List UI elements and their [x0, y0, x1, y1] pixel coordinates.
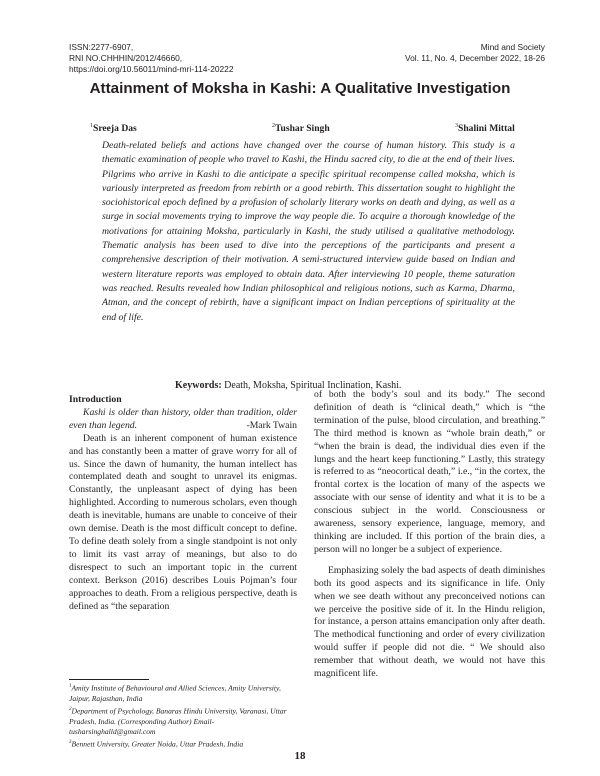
- footnote-1: [69, 682, 301, 704]
- footnote-1-text: Amity Institute of Behavioural and Allied Sciences, Amity University, Jaipur, Rajasthan, India: [69, 683, 281, 703]
- abstract: Death-related beliefs and actions have changed over the course of human history. This study is a thematic examination of people who travel to Kashi, the Hindu sacred city, to die at the end of their lives. Pilgrims who arrive in Kashi to die anticipate a specific spiritual recompense called moksha, which is variously interpreted as freedom from rebirth or a good rebirth. This dissertation sought to highlight the sociohistorical epoch defined by a profusion of scholarly literary works on death and dying, as well as a surge in social movements trying to improve the way people die. To acquire a thorough knowledge of the motivations for attaining Moksha, particularly in Kashi, the study utilised a qualitative methodology. Thematic analysis has been used to dive into the perceptions of the participants and present a comprehensive description of their motivation. A semi-structured interview guide based on Indian and western literature reports was employed to obtain data. After interviewing 10 people, theme saturation was reached. Results revealed how Indian philosophical and religious notions, such as Karma, Dharma, Atman, and the concept of rebirth, have a significant impact on Indian perceptions of spirituality at the end of life.: [102, 140, 515, 323]
- author-1-sup: 1: [90, 123, 93, 129]
- footnote-2: [69, 705, 301, 737]
- journal-identifiers: [69, 42, 234, 74]
- page-number: 18: [294, 750, 306, 762]
- footnote-3-text: Bennett University, Greater Noida, Uttar Pradesh, India: [71, 739, 244, 749]
- footnote-3-sup: 3: [69, 740, 72, 746]
- rni-number: RNI NO.CHHHIN/2012/46660,: [69, 52, 183, 63]
- author-2-name: Tushar Singh: [275, 123, 330, 135]
- author-1: [90, 123, 137, 134]
- author-1-name: Sreeja Das: [93, 123, 137, 135]
- author-3-name: Shalini Mittal: [458, 123, 515, 135]
- keywords-text: Death, Moksha, Spiritual Inclination, Kashi.: [224, 380, 402, 391]
- intro-paragraph-3: Emphasizing solely the bad aspects of death diminishes both its good aspects and its significance in life. Only when we see death without any preconceived notions can we perceive the positive side of it. In the Hindu religion, for instance, a person attains emancipation only after death. The methodical functioning and order of every civilization would suffer if people did not die. “ We should also remember that without death, we would not have this magnificent life.: [314, 564, 545, 680]
- section-heading-introduction: Introduction: [69, 394, 122, 405]
- author-2-sup: 2: [272, 123, 275, 129]
- footnote-3: [69, 738, 301, 750]
- intro-paragraph-2: of both the body’s soul and its body.” The second definition of death is “clinical death,” which is “the termination of the pulse, blood circulation, and breathing.” The third method is known as “whole brain death,” or “when the brain is dead, the individual dies even if the lungs and the heart keep functioning.” Lastly, this strategy is referred to as “neocortical death,” i.e., “in the cortex, the frontal cortex is the location of many of the aspects we associate with our sense of identity and what it is to be a conscious subject in the world. Consciousness or awareness, sensory experience, language, memory, and thinking are included. If this portion of the brain dies, a person will no longer be a subject of experience.: [314, 389, 545, 555]
- keywords-label: Keywords:: [175, 380, 222, 391]
- doi-link[interactable]: https://doi.org/10.56011/mind-mri-114-20222: [69, 63, 234, 74]
- footnote-2-sup: 2: [69, 706, 72, 712]
- left-column: [69, 394, 297, 613]
- footnotes: [69, 682, 301, 751]
- author-3: [455, 123, 515, 134]
- intro-paragraph-1: Death is an inherent component of human existence and has constantly been a matter of grave worry for all of us. Since the dawn of humanity, the human intellect has contemplated death and sought to unravel its enigmas. Constantly, the unpleasant aspect of dying has been highlighted. According to numerous scholars, even though death is inevitable, humans are unable to conceive of their own demise. Death is the most difficult concept to define. To define death solely from a single standpoint is not only to limit its vast array of meanings, but also to do disrespect to such an important topic in the current context. Berkson (2016) describes Louis Pojman’s four approaches to death. From a religious perspective, death is defined as “the separation: [69, 432, 297, 612]
- footnote-1-sup: 1: [69, 684, 72, 689]
- paper-title: Attainment of Moksha in Kashi: A Qualitative Investigation: [89, 80, 511, 97]
- issn: ISSN:2277-6907,: [69, 42, 134, 52]
- journal-name: Mind and Society: [480, 42, 545, 52]
- author-3-sup: 3: [455, 123, 458, 129]
- volume-issue: Vol. 11, No. 4, December 2022, 18-26: [405, 52, 545, 63]
- footnote-2-text: Department of Psychology, Banaras Hindu University, Varanasi, Uttar Pradesh, India. (Corresponding Author) Email- tusharsinghalld@gmail.com: [69, 706, 287, 736]
- epigraph: [69, 407, 297, 433]
- footnote-divider: [69, 679, 149, 680]
- right-column: [314, 389, 545, 681]
- epigraph-quote: Kashi is older than history, older than tradition, older even than legend.: [69, 406, 297, 431]
- journal-citation: [405, 42, 545, 64]
- epigraph-author: -Mark Twain: [246, 419, 297, 431]
- author-2: [272, 123, 330, 134]
